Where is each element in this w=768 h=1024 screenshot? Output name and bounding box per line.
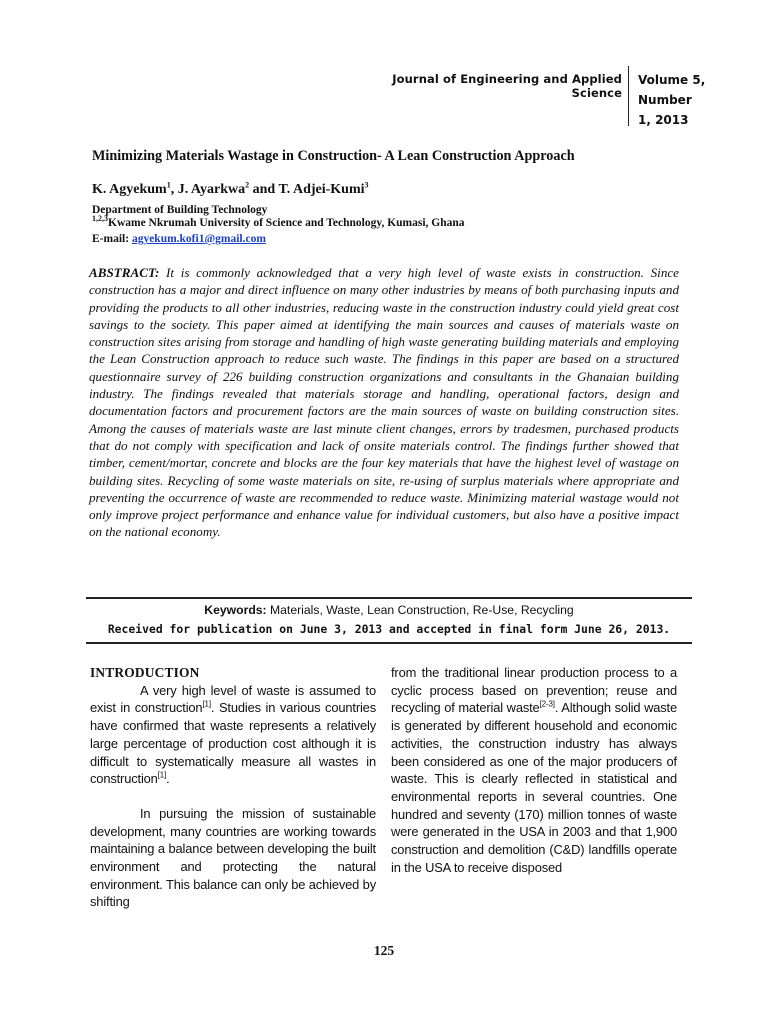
text: . [166, 771, 170, 787]
text: . Although solid waste is generated by different household and economic activities, the construction industry has always been considered as one of the major producers of waste. This is clearly reflected in statistical and environmental reports in several countries. One hundred and seventy (170) million tonnes of waste were generated in the USA in 2003 and that 1,900 construction and demolition (C&D) landfills operate in the USA to receive disposed [391, 700, 677, 875]
email-label: E-mail: [92, 233, 130, 245]
author-separator: and [249, 182, 279, 197]
number-line: Number [638, 93, 692, 107]
keywords-divider [86, 642, 692, 644]
abstract [89, 264, 679, 541]
header-divider [628, 66, 629, 126]
volume-line: Volume 5, [638, 73, 706, 87]
abstract-label: ABSTRACT: [89, 265, 160, 280]
year-line: 1, 2013 [638, 113, 689, 127]
text: . Studies in various countries have confirmed that waste represents a relatively large percentage of production cost although it is difficult to systematically measure all wastes in construction [90, 700, 376, 787]
affiliation-text: Kwame Nkrumah University of Science and Technology, Kumasi, Ghana [108, 217, 465, 229]
right-column [391, 664, 677, 876]
text: from the traditional linear production process to a cyclic process based on prevention; reuse and recycling of material waste [391, 665, 677, 716]
page-number: 125 [373, 943, 395, 958]
paragraph: In pursuing the mission of sustainable development, many countries are working towards maintaining a balance between developing the built environment and protecting the natural environment. This balance can only be achieved by shifting [90, 805, 376, 910]
citation[interactable]: [1] [202, 700, 211, 710]
abstract-text: It is commonly acknowledged that a very high level of waste exists in construction. Since construction has a major and direct influence on many other industries by means of both purchasing inputs and providing the products to all other industries, reducing waste in the construction industry could yield great cost savings to the society. This paper aimed at identifying the main sources and causes of materials waste on construction sites arising from storage and handling of high waste generating building materials and employing the Lean Construction approach to reduce such waste. The findings in this paper are based on a structured questionnaire survey of 226 building construction organizations and consultants in the Ghanaian building industry. The findings revealed that materials storage and handling, operational factors, design and documentation factors and procurement factors are the main sources of waste on building construction sites. Among the causes of materials waste are last minute client changes, errors by tradesmen, purchased products that do not comply with specification and lack of onsite materials control. The findings further showed that timber, cement/mortar, concrete and blocks are the four key materials that have the highest level of wastage on building sites. Recycling of some waste materials on site, re-using of surplus materials where appropriate and preventing the occurrence of waste are recommended to reduce waste. Minimizing material wastage would not only improve project performance and enhance value for individual customers, but also have a positive impact on the national economy. [89, 265, 679, 540]
affiliation [92, 214, 465, 229]
volume-info [638, 70, 718, 130]
left-column [90, 664, 376, 911]
paper-title: Minimizing Materials Wastage in Construction- A Lean Construction Approach [92, 148, 575, 164]
paragraph [90, 682, 376, 788]
affiliation-sup: 1,2,3 [92, 214, 108, 224]
keywords-text: Materials, Waste, Lean Construction, Re-Use, Recycling [270, 603, 574, 617]
paragraph [391, 664, 677, 876]
email-link[interactable]: agyekum.kofi1@gmail.com [131, 233, 266, 245]
text: A very high level of waste is assumed to exist in construction [90, 682, 376, 716]
citation[interactable]: [1] [157, 770, 167, 780]
keywords [86, 603, 692, 617]
author-sup: 1 [166, 180, 171, 190]
citation[interactable]: [2-3] [539, 700, 555, 710]
author-name: J. Ayarkwa [177, 182, 246, 197]
received-note: Received for publication on June 3, 2013 and accepted in final form June 26, 2013. [107, 622, 671, 636]
author-separator: , [170, 182, 178, 197]
author-sup: 3 [364, 180, 369, 190]
email-line [92, 233, 266, 245]
department: Department of Building Technology [92, 204, 268, 216]
keywords-label: Keywords: [204, 603, 267, 617]
author-sup: 2 [245, 180, 250, 190]
author-name: K. Agyekum [92, 182, 167, 197]
author-list [92, 182, 369, 198]
abstract-divider [86, 597, 692, 599]
author-name: T. Adjei-Kumi [278, 182, 365, 197]
journal-name: Journal of Engineering and Applied Science [392, 72, 622, 100]
section-heading: INTRODUCTION [90, 665, 200, 680]
